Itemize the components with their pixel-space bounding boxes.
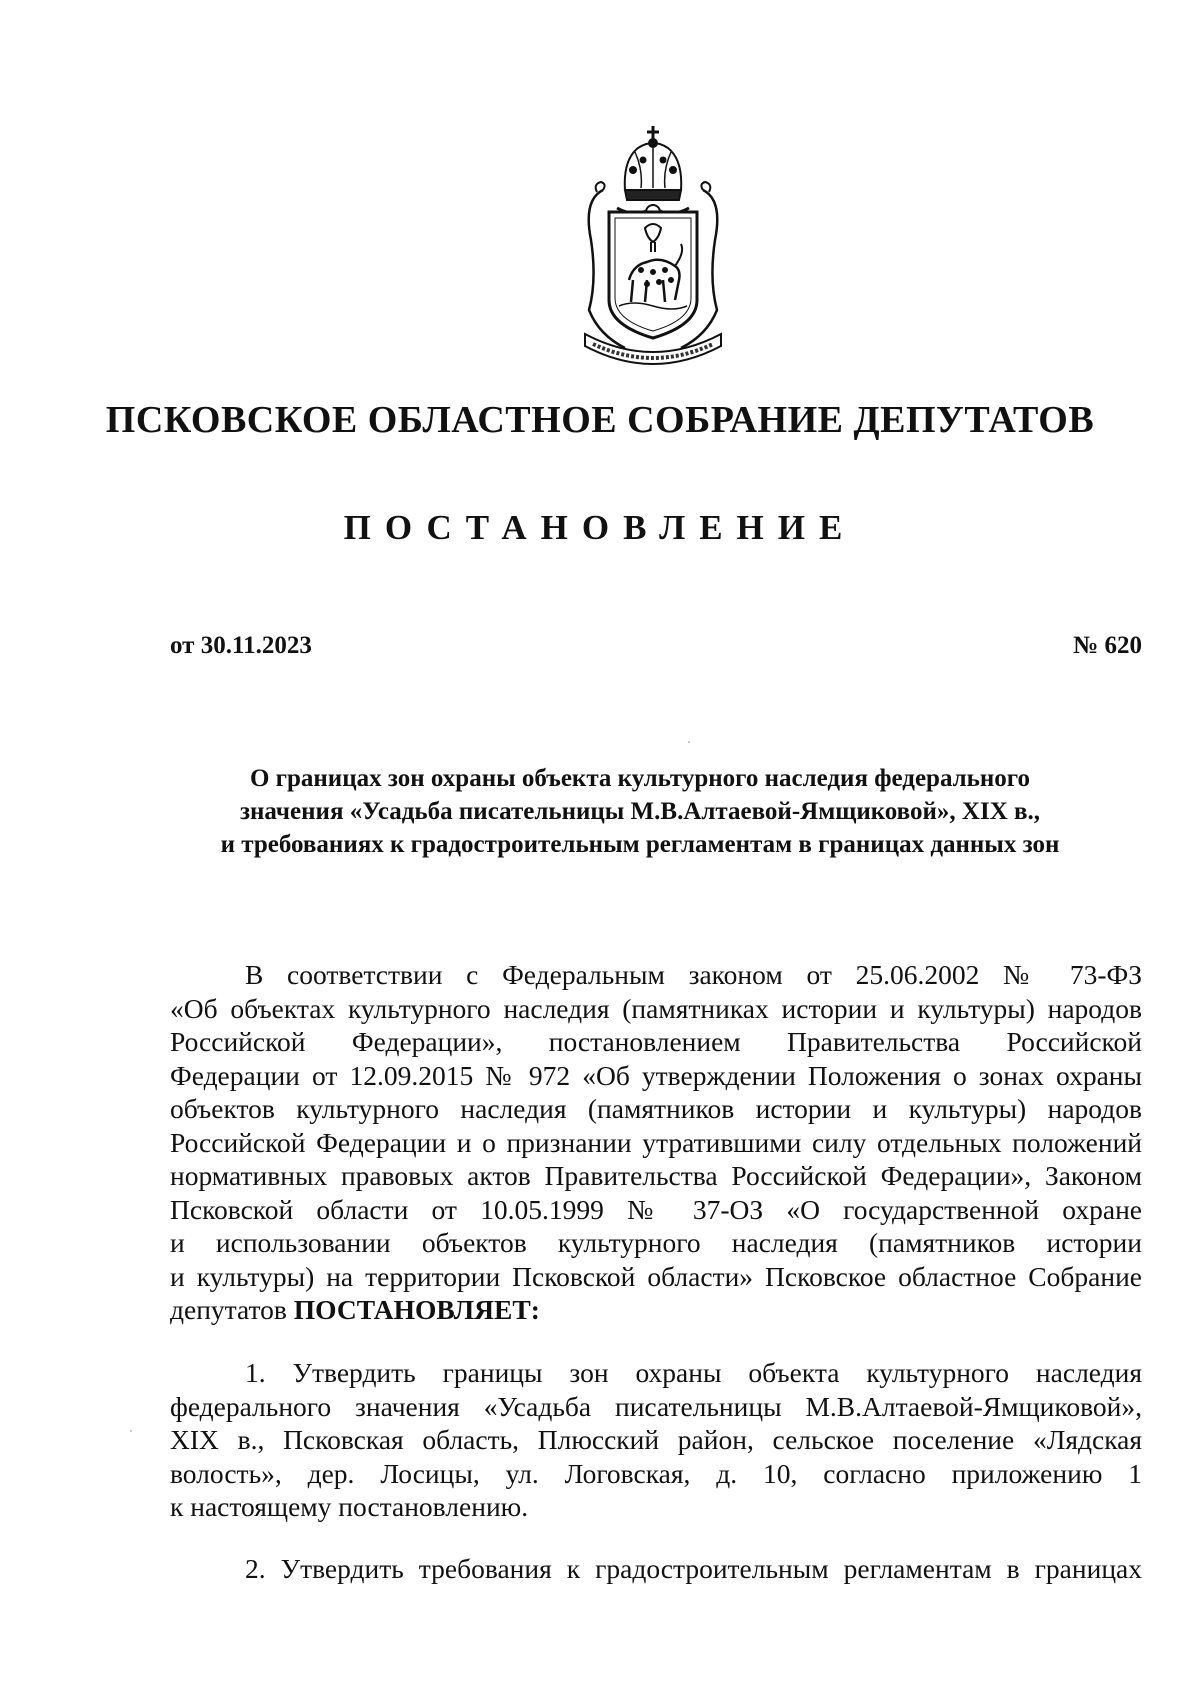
organization-title: ПСКОВСКОЕ ОБЛАСТНОЕ СОБРАНИЕ ДЕПУТАТОВ — [105, 399, 1095, 441]
subject-line: О границах зон охраны объекта культурного наследия федерального — [249, 765, 1031, 792]
preamble-line: В соответствии с Федеральным законом от 25.06.2002 № 73-ФЗ — [245, 959, 1142, 990]
preamble-line: Псковской области от 10.05.1999 № 37-ОЗ «О государственной охране — [170, 1193, 1142, 1225]
resolves-colon: : — [530, 1294, 540, 1325]
scan-speck — [688, 741, 690, 743]
preamble-line: Российской Федерации и о признании утратившими силу отдельных положений — [170, 1126, 1142, 1158]
subject-line: и требованиях к градостроительным регламентам в границах данных зон — [220, 831, 1060, 858]
item-1-line: волость», дер. Лосицы, ул. Логовская, д. 10, согласно приложению 1 — [170, 1457, 1142, 1489]
item-1-line: XIX в., Псковская область, Плюсский район, сельское поселение «Лядская — [170, 1424, 1142, 1455]
document-date: от 30.11.2023 — [170, 632, 312, 659]
preamble-line: нормативных правовых актов Правительства Российской Федерации», Законом — [170, 1160, 1142, 1191]
item-1-line: 1. Утвердить границы зон охраны объекта культурного наследия — [245, 1357, 1142, 1388]
pskov-coat-of-arms-icon — [563, 120, 743, 370]
item-2-paragraph — [170, 1552, 1142, 1586]
subject-line: значения «Усадьба писательницы М.В.Алтаевой-Ямщиковой», XIX в., — [239, 798, 1041, 825]
preamble-line: объектов культурного наследия (памятников истории и культуры) народов — [170, 1093, 1142, 1124]
item-2-line: 2. Утвердить требования к градостроительным регламентам в границах — [245, 1553, 1142, 1584]
item-1-paragraph — [170, 1356, 1142, 1524]
preamble-line: «Об объектах культурного наследия (памятниках истории и культуры) народов — [170, 992, 1142, 1024]
preamble-line: Российской Федерации», постановлением Правительства Российской — [170, 1026, 1142, 1057]
document-type-heading: ПОСТАНОВЛЕНИЕ — [343, 508, 857, 547]
resolves-keyword: ПОСТАНОВЛЯЕТ — [293, 1294, 531, 1325]
preamble-final-line — [170, 1293, 1142, 1327]
item-1-line: к настоящему постановлению. — [170, 1491, 529, 1522]
preamble-paragraph — [170, 958, 1142, 1327]
preamble-line: Федерации от 12.09.2015 № 972 «Об утверждении Положения о зонах охраны — [170, 1059, 1142, 1091]
preamble-line: и культуры) на территории Псковской области» Псковское областное Собрание — [170, 1260, 1142, 1292]
item-1-line: федерального значения «Усадьба писательницы М.В.Алтаевой-Ямщиковой», — [170, 1390, 1142, 1422]
scan-speck — [130, 1430, 132, 1432]
document-subject — [150, 762, 1130, 861]
preamble-last-prefix: депутатов — [170, 1294, 294, 1325]
preamble-line: и использовании объектов культурного наследия (памятников истории — [170, 1227, 1142, 1258]
document-number: № 620 — [1073, 632, 1142, 659]
